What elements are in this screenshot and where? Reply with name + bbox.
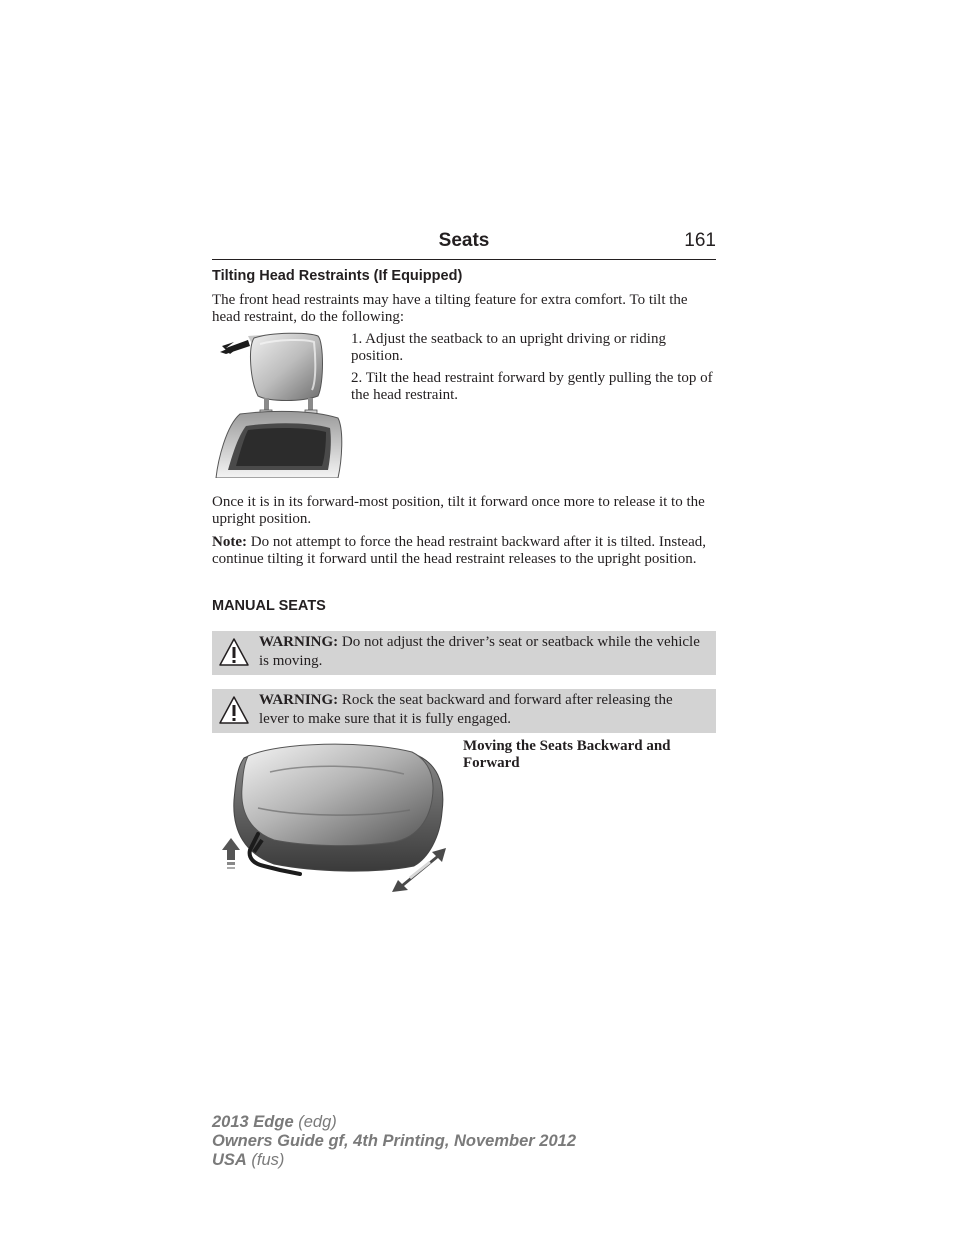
note-paragraph — [212, 534, 716, 567]
page-number: 161 — [684, 230, 716, 251]
warning-triangle-icon — [218, 637, 250, 667]
head-restraint-illustration — [212, 330, 346, 478]
moving-seats-subheading: Moving the Seats Backward and Forward — [463, 738, 671, 771]
release-paragraph: Once it is in its forward-most position, tilt it forward once more to release it to the upright position. — [212, 494, 705, 527]
warning-box-1 — [212, 631, 716, 675]
footer-model-code: (edg) — [293, 1113, 337, 1131]
section-heading-manual-seats: MANUAL SEATS — [212, 598, 326, 614]
warning-1-label: WARNING: — [259, 634, 339, 650]
warning-1-body: Do not adjust the driver’s seat or seatback while the vehicle is moving. — [259, 634, 700, 669]
step-2: 2. Tilt the head restraint forward by gently pulling the top of the head restraint. — [351, 370, 713, 403]
section-heading-tilting-head-restraints: Tilting Head Restraints (If Equipped) — [212, 268, 463, 284]
footer-market-code: (fus) — [246, 1151, 285, 1169]
warning-1-text — [259, 633, 706, 671]
header-rule — [212, 259, 716, 260]
note-text: Do not attempt to force the head restraint backward after it is tilted. Instead, continue tilting it forward until the head restraint releases to the upright position. — [212, 534, 706, 567]
warning-2-label: WARNING: — [259, 692, 339, 708]
footer-line-2: Owners Guide gf, 4th Printing, November 2012 — [212, 1132, 576, 1150]
note-label: Note: — [212, 534, 247, 550]
warning-2-text — [259, 691, 706, 729]
step-1: 1. Adjust the seatback to an upright driving or riding position. — [351, 331, 666, 364]
warning-box-2 — [212, 689, 716, 733]
intro-paragraph: The front head restraints may have a tilting feature for extra comfort. To tilt the head restraint, do the following: — [212, 292, 688, 325]
footer-line-1 — [212, 1113, 337, 1132]
footer-market: USA — [212, 1151, 247, 1169]
footer-line-3 — [212, 1151, 284, 1170]
warning-2-body: Rock the seat backward and forward after releasing the lever to make sure that it is fully engaged. — [259, 692, 673, 727]
seat-cushion-illustration — [214, 742, 454, 896]
warning-triangle-icon — [218, 695, 250, 725]
page-title: Seats — [438, 230, 490, 251]
footer-model: 2013 Edge — [212, 1113, 294, 1131]
